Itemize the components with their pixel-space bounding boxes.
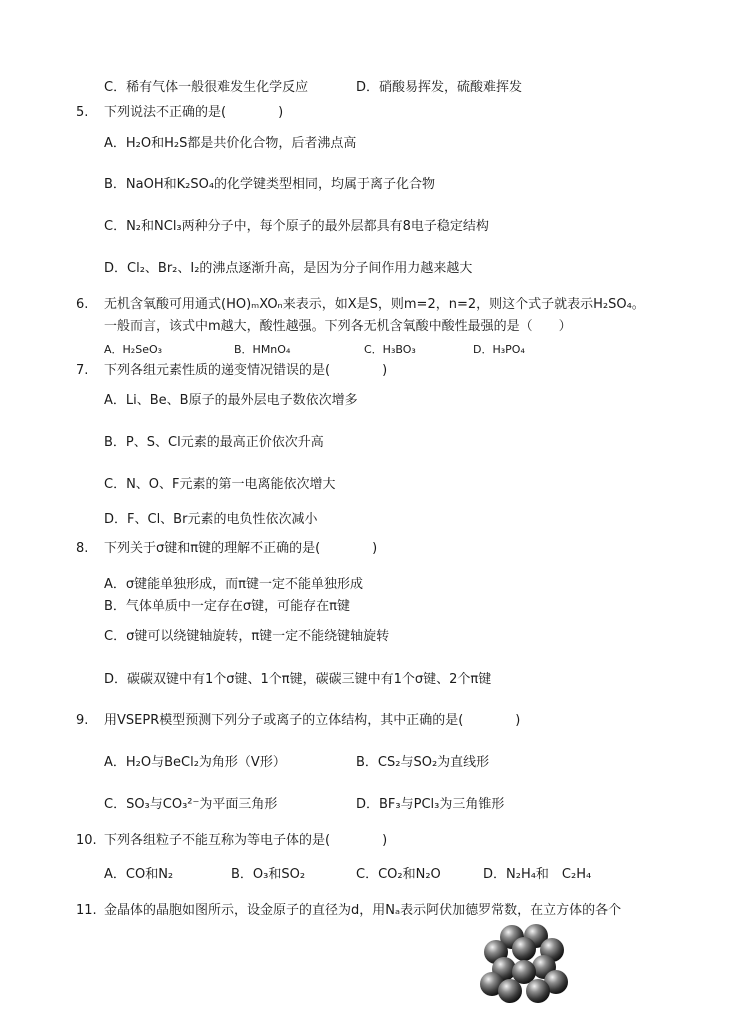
q9-option-b: B．CS₂与SO₂为直线形 (356, 755, 490, 770)
question-number: 6. (76, 297, 89, 312)
q6-stem-line2: 一般而言，该式中m越大，酸性越强。下列各无机含氧酸中酸性最强的是（ ） (104, 319, 572, 334)
q7-option-a: A．Li、Be、B原子的最外层电子数依次增多 (104, 393, 358, 408)
q9-option-d: D．BF₃与PCl₃为三角锥形 (356, 797, 505, 812)
q6-option-d: D．H₃PO₄ (473, 343, 525, 356)
q10-option-b: B．O₃和SO₂ (231, 867, 306, 882)
question-number: 5. (76, 105, 89, 120)
question-stem: 下列说法不正确的是( ) (104, 105, 284, 120)
q9 (76, 712, 520, 730)
question-stem: 下列各组粒子不能互称为等电子体的是( ) (104, 833, 388, 848)
q10-option-a: A．CO和N₂ (104, 867, 174, 882)
question-number: 7. (76, 363, 89, 378)
question-stem: 金晶体的晶胞如图所示，设金原子的直径为d，用Nₐ表示阿伏加德罗常数，在立方体的各个 (104, 903, 622, 918)
q11 (76, 902, 621, 920)
q5-option-a: A．H₂O和H₂S都是共价化合物，后者沸点高 (104, 136, 357, 151)
question-stem: 下列各组元素性质的递变情况错误的是( ) (104, 363, 388, 378)
question-stem: 用VSEPR模型预测下列分子或离子的立体结构，其中正确的是( ) (104, 713, 521, 728)
question-stem: 下列关于σ键和π键的理解不正确的是( ) (104, 541, 378, 556)
q8 (76, 540, 377, 558)
question-stem-line1: 无机含氧酸可用通式(HO)ₘXOₙ来表示，如X是S，则m=2，n=2，则这个式子就表示H₂SO₄。 (104, 297, 645, 312)
q7-option-b: B．P、S、Cl元素的最高正价依次升高 (104, 435, 324, 450)
q10-option-d: D．N₂H₄和 C₂H₄ (483, 867, 592, 882)
q9-option-c: C．SO₃与CO₃²⁻为平面三角形 (104, 797, 278, 812)
atom-spheres (480, 924, 568, 1003)
q5-option-d: D．Cl₂、Br₂、I₂的沸点逐渐升高，是因为分子间作用力越来越大 (104, 261, 473, 276)
q8-option-b: B．气体单质中一定存在σ键，可能存在π键 (104, 599, 350, 614)
q6 (76, 296, 645, 314)
question-number: 11. (76, 903, 97, 918)
q5-option-c: C．N₂和NCl₃两种分子中，每个原子的最外层都具有8电子稳定结构 (104, 219, 489, 234)
q7 (76, 362, 387, 380)
q10-option-c: C．CO₂和N₂O (356, 867, 441, 882)
q6-option-c: C．H₃BO₃ (364, 343, 416, 356)
q7-option-d: D．F、Cl、Br元素的电负性依次减小 (104, 512, 318, 527)
q5 (76, 104, 283, 122)
q8-option-d: D．碳碳双键中有1个σ键、1个π键，碳碳三键中有1个σ键、2个π键 (104, 672, 492, 687)
q8-option-c: C．σ键可以绕键轴旋转，π键一定不能绕键轴旋转 (104, 629, 390, 644)
q5-option-b: B．NaOH和K₂SO₄的化学键类型相同，均属于离子化合物 (104, 177, 436, 192)
q7-option-c: C．N、O、F元素的第一电离能依次增大 (104, 477, 336, 492)
q8-option-a: A．σ键能单独形成，而π键一定不能单独形成 (104, 577, 363, 592)
question-number: 9. (76, 713, 89, 728)
q4-option-d: D．硝酸易挥发，硫酸难挥发 (356, 80, 523, 95)
q10 (76, 832, 387, 850)
q9-option-a: A．H₂O与BeCl₂为角形（V形） (104, 755, 286, 770)
gold-crystal-cell-figure (474, 922, 574, 1006)
question-number: 8. (76, 541, 89, 556)
question-number: 10. (76, 833, 97, 848)
q6-option-a: A．H₂SeO₃ (104, 343, 163, 356)
q6-option-b: B．HMnO₄ (234, 343, 291, 356)
q4-option-c: C．稀有气体一般很难发生化学反应 (104, 80, 309, 95)
